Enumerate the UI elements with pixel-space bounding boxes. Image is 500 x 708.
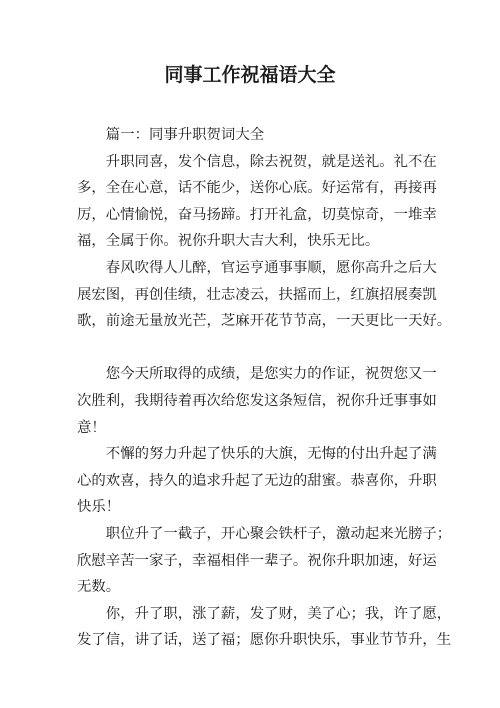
- paragraph: [77, 255, 452, 335]
- paragraph-line: 发了信，讲了话，送了福；愿你升职快乐，事业节节升，生: [77, 632, 452, 649]
- paragraph-line: 升职同喜，发个信息，除去祝贺，就是送礼。礼不在: [105, 153, 437, 170]
- paragraph-line: 多，全在心意，话不能少，送你心底。好运常有，再接再: [77, 180, 437, 197]
- paragraph: [77, 441, 437, 521]
- paragraph: [77, 601, 452, 654]
- paragraph-line: 展宏图，再创佳绩，壮志凌云，扶摇而上，红旗招展奏凯: [77, 286, 437, 303]
- paragraph-line: 您今天所取得的成绩，是您实力的作证，祝贺您又一: [105, 366, 437, 383]
- paragraph-line: 快乐！: [77, 499, 121, 516]
- paragraph-line: 次胜利，我期待着再次给您发这条短信，祝你升迁事事如: [77, 392, 437, 409]
- blank-line: [77, 335, 423, 362]
- paragraph-line: 春风吹得人儿醉，官运亨通事事顺，愿你高升之后大: [105, 259, 437, 276]
- paragraph-line: 厉，心情愉悦，奋马扬蹄。打开礼盒，切莫惊奇，一堆幸: [77, 206, 437, 223]
- paragraph-line: 你，升了职，涨了薪，发了财，美了心；我，许了愿，: [105, 605, 452, 622]
- paragraph: [77, 361, 437, 441]
- paragraph-line: 职位升了一截子，开心聚会铁杆子，激动起来光膀子；: [105, 525, 452, 542]
- paragraph-line: 欣慰辛苦一家子，幸福相伴一辈子。祝你升职加速，好运: [77, 552, 437, 569]
- document-body: [77, 122, 452, 654]
- paragraph-line: 心的欢喜，持久的追求升起了无边的甜蜜。恭喜你，升职: [77, 472, 437, 489]
- paragraph-line: 意！: [77, 419, 106, 436]
- paragraph: [77, 149, 437, 255]
- paragraph-line: 歌，前途无量放光芒，芝麻开花节节高，一天更比一天好。: [77, 313, 452, 330]
- paragraph: [77, 521, 452, 601]
- section-heading: 篇一：同事升职贺词大全: [105, 127, 265, 143]
- paragraph-line: 福，全属于你。祝你升职大吉大利，快乐无比。: [77, 233, 380, 250]
- paragraph-line: 不懈的努力升起了快乐的大旗，无悔的付出升起了满: [105, 446, 437, 463]
- paragraph-line: 无数。: [77, 579, 121, 596]
- document-title: 同事工作祝福语大全: [164, 64, 336, 86]
